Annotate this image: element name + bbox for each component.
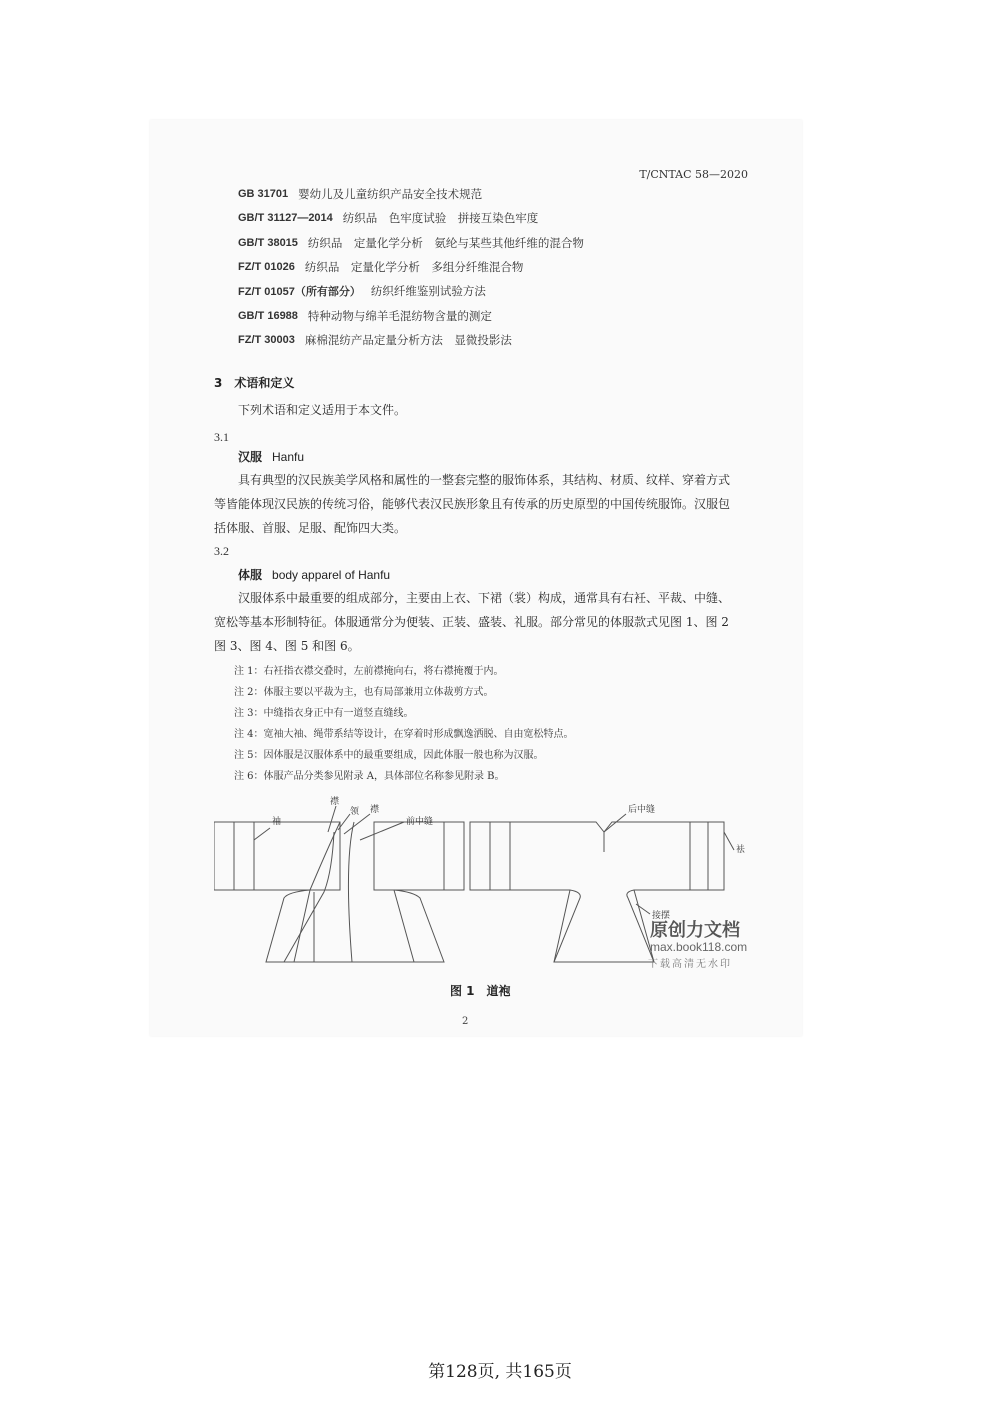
reference-item [238, 279, 758, 303]
watermark-url: max.book118.com [650, 940, 748, 954]
term-en: body apparel of Hanfu [272, 568, 391, 582]
reference-title: 纺织品 定量化学分析 氨纶与某些其他纤维的混合物 [307, 235, 584, 250]
term-en: Hanfu [272, 450, 305, 464]
label-front-seam: 前中缝 [406, 817, 434, 827]
term-cn: 汉服 [238, 450, 263, 464]
scanned-page [150, 120, 802, 1036]
reference-code: GB/T 31127—2014 [238, 212, 333, 225]
page-number: 2 [462, 1016, 469, 1027]
term-definition-line: 图 3、图 4、图 5 和图 6。 [214, 639, 360, 653]
reference-title: 纺织纤维鉴别试验方法 [370, 284, 486, 299]
term-number: 3.1 [214, 430, 229, 444]
reference-title: 纺织品 定量化学分析 多组分纤维混合物 [304, 260, 524, 275]
reference-title: 婴幼儿及儿童纺织产品安全技术规范 [298, 187, 483, 202]
reference-title: 特种动物与绵羊毛混纺物含量的测定 [307, 308, 492, 323]
normative-references-list [238, 182, 758, 352]
label-collar: 领 [350, 807, 360, 817]
note: 注 3：中缝指衣身正中有一道竖直缝线。 [234, 708, 414, 719]
reference-code: FZ/T 01026 [238, 261, 295, 274]
reference-title: 纺织品 色牢度试验 拼接互染色牢度 [342, 211, 539, 226]
note: 注 6：体服产品分类参见附录 A，具体部位名称参见附录 B。 [234, 771, 505, 782]
term-cn: 体服 [238, 568, 263, 582]
label-lapel: 襟 [370, 805, 380, 815]
page-footer: 第128页, 共165页 [428, 1362, 572, 1382]
term-number: 3.2 [214, 544, 229, 558]
term-definition-line: 括体服、首服、足服、配饰四大类。 [214, 521, 407, 535]
term-definition-line: 具有典型的汉民族美学风格和属性的一整套完整的服饰体系，其结构、材质、纹样、穿着方式 [238, 473, 731, 487]
reference-item [238, 303, 758, 327]
standard-id-header: T/CNTAC 58—2020 [639, 168, 748, 181]
reference-item [238, 231, 758, 255]
reference-code: FZ/T 01057（所有部分） [238, 286, 361, 299]
label-gusset: 接摆 [652, 911, 671, 921]
note: 注 1：右衽指衣襟交叠时，左前襟掩向右，将右襟掩覆于内。 [234, 666, 504, 677]
reference-title: 麻棉混纺产品定量分析方法 显微投影法 [304, 332, 512, 347]
reference-item [238, 206, 758, 230]
label-back-seam: 后中缝 [628, 805, 656, 815]
label-cuff: 袪 [736, 845, 746, 855]
reference-item [238, 328, 758, 352]
note: 注 4：宽袖大袖、绳带系结等设计，在穿着时形成飘逸洒脱、自由宽松特点。 [234, 729, 574, 740]
term-definition-line: 汉服体系中最重要的组成部分，主要由上衣、下裙（裳）构成，通常具有右衽、平裁、中缝、 [238, 591, 731, 605]
figure-caption: 图 1 道袍 [450, 984, 511, 998]
term-title [238, 448, 304, 465]
term-title [238, 566, 390, 583]
section-intro: 下列术语和定义适用于本文件。 [238, 403, 407, 417]
watermark-tagline: 下载高清无水印 [648, 959, 732, 970]
watermark-brand: 原创力文档 [650, 920, 740, 941]
section-heading: 3 术语和定义 [214, 376, 295, 390]
reference-code: GB 31701 [238, 188, 289, 201]
label-placket: 襟 [330, 797, 340, 807]
note: 注 2：体服主要以平裁为主，也有局部兼用立体裁剪方式。 [234, 687, 494, 698]
reference-code: GB/T 16988 [238, 309, 298, 322]
label-sleeve: 袖 [272, 817, 282, 827]
reference-item [238, 255, 758, 279]
reference-item [238, 182, 758, 206]
term-definition-line: 等皆能体现汉民族的传统习俗，能够代表汉民族形象且有传承的历史原型的中国传统服饰。汉服包 [214, 497, 731, 511]
term-definition-line: 宽松等基本形制特征。体服通常分为便装、正装、盛装、礼服。部分常见的体服款式见图 1、图 2 [214, 615, 729, 629]
reference-code: FZ/T 30003 [238, 333, 295, 346]
reference-code: GB/T 38015 [238, 236, 298, 249]
note: 注 5：因体服是汉服体系中的最重要组成，因此体服一般也称为汉服。 [234, 750, 544, 761]
